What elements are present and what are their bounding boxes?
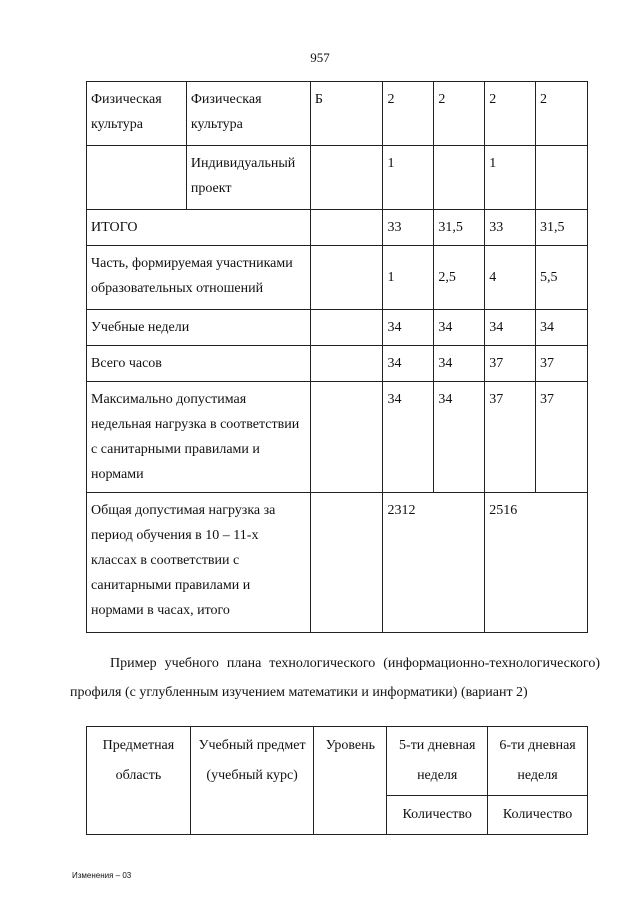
level-cell bbox=[310, 493, 383, 633]
value-cell: 31,5 bbox=[434, 210, 485, 246]
header-quantity-6day: Количество bbox=[488, 796, 588, 835]
value-cell: 1 bbox=[383, 146, 434, 210]
value-cell: 37 bbox=[536, 346, 588, 382]
subject-area-cell: Физическая культура bbox=[87, 82, 187, 146]
table-row bbox=[87, 382, 588, 493]
value-cell: 1 bbox=[383, 246, 434, 310]
value-cell: 2 bbox=[383, 82, 434, 146]
value-cell: 1 bbox=[485, 146, 536, 210]
subject-cell: Индивидуальный проект bbox=[186, 146, 310, 210]
row-label: Учебные недели bbox=[87, 310, 311, 346]
total-5day-cell: 2312 bbox=[383, 493, 485, 633]
level-cell bbox=[310, 310, 383, 346]
value-cell: 34 bbox=[485, 310, 536, 346]
value-cell: 34 bbox=[434, 382, 485, 493]
footer-note: Изменения – 03 bbox=[72, 871, 132, 880]
table-row bbox=[87, 246, 588, 310]
value-cell: 2 bbox=[536, 82, 588, 146]
row-label: Общая допустимая нагрузка за период обучения в 10 – 11-х классах в соответствии с санитарными правилами и нормами в часах, итого bbox=[87, 493, 311, 633]
table-row bbox=[87, 210, 588, 246]
value-cell bbox=[434, 146, 485, 210]
header-subject-area: Предметная область bbox=[87, 727, 191, 835]
value-cell: 34 bbox=[434, 310, 485, 346]
level-cell bbox=[310, 210, 383, 246]
table-header-row bbox=[87, 727, 588, 796]
value-cell: 33 bbox=[485, 210, 536, 246]
value-cell: 33 bbox=[383, 210, 434, 246]
table-row bbox=[87, 310, 588, 346]
header-level: Уровень bbox=[314, 727, 387, 835]
header-quantity-5day: Количество bbox=[387, 796, 488, 835]
subject-cell: Физическая культура bbox=[186, 82, 310, 146]
page-number: 957 bbox=[310, 50, 330, 65]
level-cell bbox=[310, 346, 383, 382]
value-cell: 2 bbox=[434, 82, 485, 146]
row-label: Максимально допустимая недельная нагрузка в соответствии с санитарными правилами и нормами bbox=[87, 382, 311, 493]
table-row bbox=[87, 82, 588, 146]
value-cell: 5,5 bbox=[536, 246, 588, 310]
value-cell: 31,5 bbox=[536, 210, 588, 246]
table-row bbox=[87, 146, 588, 210]
value-cell: 4 bbox=[485, 246, 536, 310]
value-cell bbox=[536, 146, 588, 210]
level-cell bbox=[310, 246, 383, 310]
level-cell: Б bbox=[310, 82, 383, 146]
subject-area-cell bbox=[87, 146, 187, 210]
row-label: ИТОГО bbox=[87, 210, 311, 246]
plan-header-table bbox=[86, 726, 588, 835]
total-6day-cell: 2516 bbox=[485, 493, 588, 633]
header-5day-week: 5-ти дневная неделя bbox=[387, 727, 488, 796]
value-cell: 37 bbox=[536, 382, 588, 493]
value-cell: 2 bbox=[485, 82, 536, 146]
value-cell: 34 bbox=[383, 310, 434, 346]
row-label: Всего часов bbox=[87, 346, 311, 382]
level-cell bbox=[310, 382, 383, 493]
value-cell: 34 bbox=[434, 346, 485, 382]
value-cell: 34 bbox=[383, 382, 434, 493]
table-row bbox=[87, 346, 588, 382]
curriculum-table bbox=[86, 81, 588, 633]
header-subject: Учебный предмет (учебный курс) bbox=[190, 727, 314, 835]
row-label: Часть, формируемая участниками образовательных отношений bbox=[87, 246, 311, 310]
level-cell bbox=[310, 146, 383, 210]
header-6day-week: 6-ти дневная неделя bbox=[488, 727, 588, 796]
table-row bbox=[87, 493, 588, 633]
value-cell: 2,5 bbox=[434, 246, 485, 310]
value-cell: 37 bbox=[485, 382, 536, 493]
value-cell: 34 bbox=[383, 346, 434, 382]
plan-caption: Пример учебного плана технологического (информационно-технологического) профиля (с углубленным изучением математики и информатики) (вариант 2) bbox=[70, 656, 600, 700]
value-cell: 37 bbox=[485, 346, 536, 382]
value-cell: 34 bbox=[536, 310, 588, 346]
